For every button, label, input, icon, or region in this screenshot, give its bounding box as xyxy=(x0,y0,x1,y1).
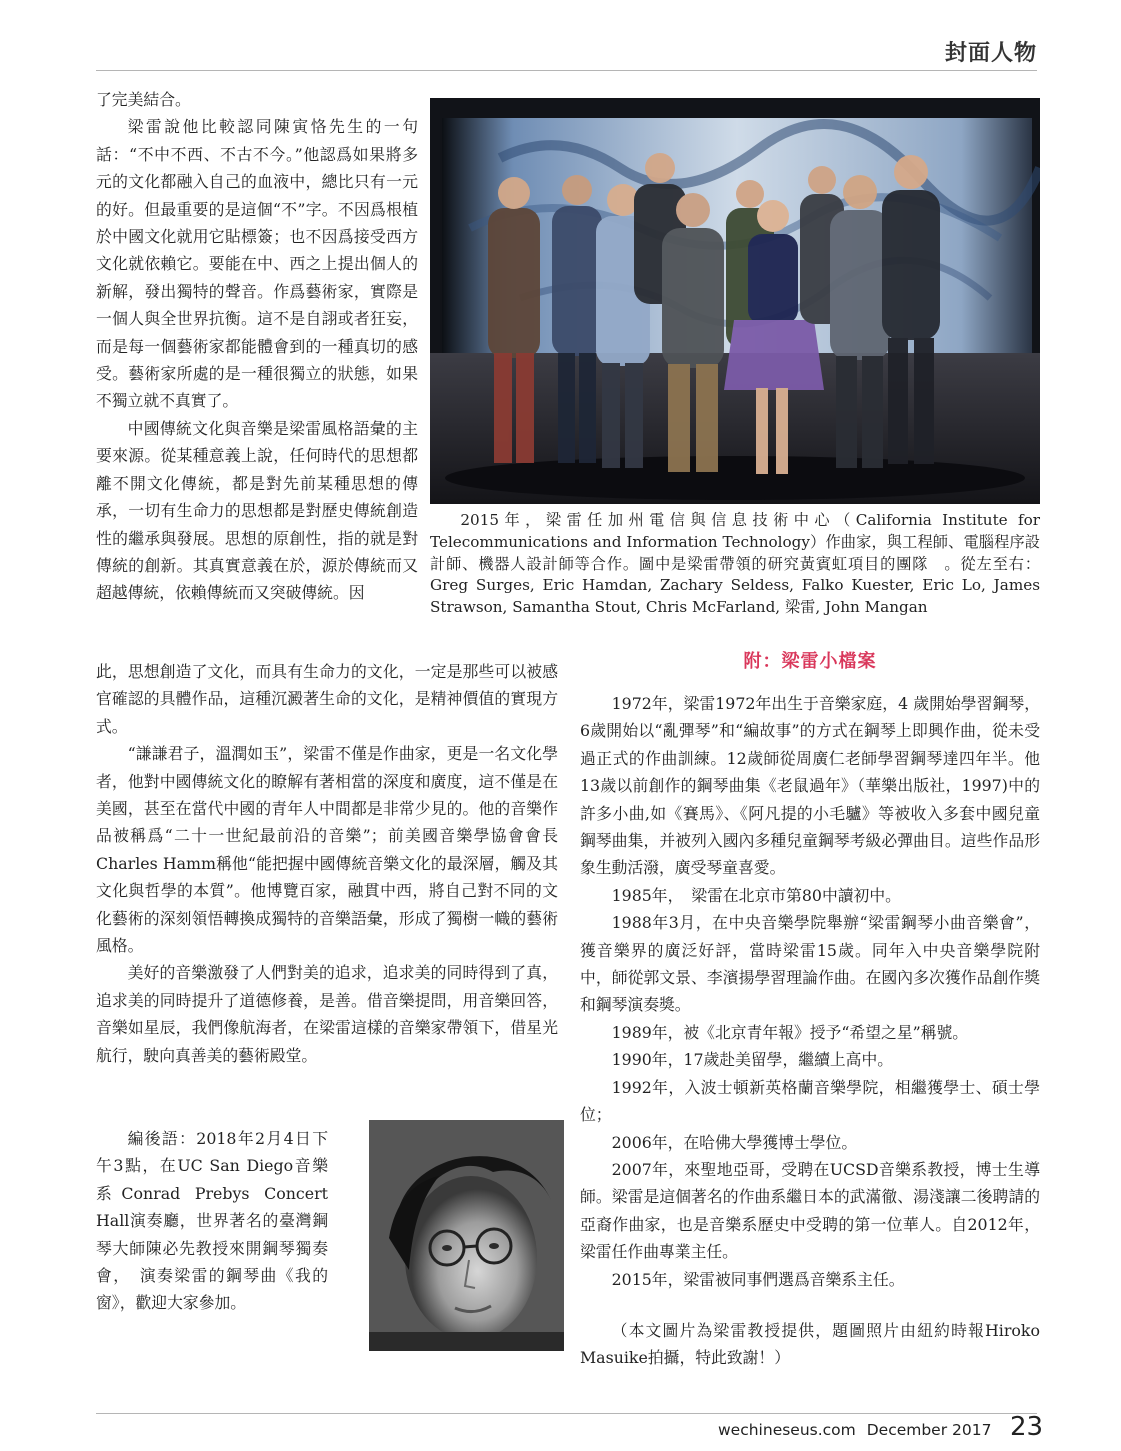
appendix-entry: 1989年，被《北京青年報》授予“希望之星”稱號。 xyxy=(611,1022,969,1042)
left-column xyxy=(96,86,418,607)
header-divider xyxy=(96,70,1037,71)
footer-website xyxy=(718,1421,991,1439)
paragraph: 梁雷說他比較認同陳寅恪先生的一句話：“不中不西、不古不今。”他認爲如果將多元的文化都融入自己的血液中，總比只有一元的好。但最重要的是這個“不”字。不因爲根植於中國文化就用它貼標簽；也不因爲接受西方文化就依賴它。要能在中、西之上提出個人的新解，發出獨特的聲音。作爲藝術家，實際是一個人與全世界抗衡。這不是自詡或者狂妄，而是每一個藝術家都能體會到的一種真切的感受。藝術家所處的是一種很獨立的狀態，如果不獨立就不真實了。 xyxy=(96,117,418,411)
appendix-entries xyxy=(580,690,1040,1372)
appendix-entry: 1972年，梁雷1972年出生于音樂家庭，4 歲開始學習鋼琴，6歲開始以“亂彈琴”和“編故事”的方式在鋼琴上即興作曲，從未受過正式的作曲訓練。12歲師從周廣仁老師學習鋼琴達四年半。他13歲以前創作的鋼琴曲集《老鼠過年》（華樂出版社，1997)中的許多小曲,如《賽馬》、《阿凡提的小毛驢》等被收入多套中國兒童鋼琴曲集，并被列入國內多種兒童鋼琴考級必彈曲目。這些作品形象生動活潑，廣受琴童喜愛。 xyxy=(580,694,1040,878)
appendix-entry: 1985年， 梁雷在北京市第80中讀初中。 xyxy=(611,885,901,905)
page-number: 23 xyxy=(1010,1412,1044,1442)
paragraph: 美好的音樂激發了人們對美的追求，追求美的同時得到了真，追求美的同時提升了道德修養，是善。借音樂提問，用音樂回答，音樂如星辰，我們像航海者，在梁雷這樣的音樂家帶領下，借星光航行，駛向真善美的藝術殿堂。 xyxy=(96,963,558,1065)
site-url: wechineseus.com xyxy=(718,1421,856,1439)
editor-note: 編後語：2018年2月4日下午3點，在UC San Diego音樂系Conrad Prebys Concert Hall演奏廳，世界著名的臺灣鋼琴大師陳必先教授來開鋼琴獨奏會， 演奏梁雷的鋼琴曲《我的窗》，歡迎大家參加。 xyxy=(96,1129,328,1313)
wide-text-block xyxy=(96,658,558,1069)
appendix-entry: 2006年，在哈佛大學獲博士學位。 xyxy=(611,1132,858,1152)
footer-divider xyxy=(96,1413,1037,1414)
appendix-entry: 2007年，來聖地亞哥，受聘在UCSD音樂系教授，博士生導師。梁雷是這個著名的作曲系繼日本的武滿徹、湯淺讓二後聘請的亞裔作曲家，也是音樂系歷史中受聘的第一位華人。自2012年，梁雷任作曲專業主任。 xyxy=(580,1159,1040,1262)
appendix-entry: 2015年，梁雷被同事們選爲音樂系主任。 xyxy=(611,1269,905,1289)
team-photo xyxy=(430,98,1040,504)
photo-caption: 2015年，梁雷任加州電信與信息技術中心（California Institute for Telecommunications and Information Technology）作曲家，與工程師、電腦程序設計師、機器人設計師等合作。圖中是梁雷帶領的研究黃賓虹項目的團隊 。從左至右：Greg Surges, Eric Hamdan, Zachary Seldess, Falko Kuester, Eric Lo, James Strawson, Samantha Stout, Chris McFarland, 梁雷, John Mangan xyxy=(430,511,1040,617)
paragraph: 中國傳統文化與音樂是梁雷風格語彙的主要來源。從某種意義上說，任何時代的思想都離不開文化傳統，都是對先前某種思想的傳承，一切有生命力的思想都是對歷史傳統創造性的繼承與發展。思想的原創性，指的就是對傳統的創新。其真實意義在於，源於傳統而又超越傳統，依賴傳統而又突破傳統。因 xyxy=(96,418,418,603)
portrait-photo xyxy=(369,1120,564,1351)
paragraph: 此，思想創造了文化，而具有生命力的文化，一定是那些可以被感官確認的具體作品，這種沉澱著生命的文化，是精神價值的實現方式。 xyxy=(96,662,558,736)
issue-date: December 2017 xyxy=(866,1421,992,1439)
appendix-title: 附：梁雷小檔案 xyxy=(743,651,877,672)
photo-credit: （本文圖片為梁雷教授提供，題圖照片由紐約時報Hiroko Masuike拍攝，特此致謝！） xyxy=(580,1320,1040,1368)
appendix-entry: 1990年，17歲赴美留學，繼續上高中。 xyxy=(611,1050,894,1070)
appendix-entry: 1988年3月，在中央音樂學院舉辦“梁雷鋼琴小曲音樂會”，獲音樂界的廣泛好評，當時梁雷15歲。同年入中央音樂學院附中，師從郭文景、李濱揚學習理論作曲。在國內多次獲作品創作獎和鋼琴演奏獎。 xyxy=(580,913,1040,1015)
section-title: 封面人物 xyxy=(944,41,1037,66)
paragraph: “謙謙君子，溫潤如玉”，梁雷不僅是作曲家，更是一名文化學者，他對中國傳統文化的瞭解有著相當的深度和廣度，這不僅是在美國，甚至在當代中國的青年人中間都是非常少見的。他的音樂作品被稱爲“二十一世紀最前沿的音樂”；前美國音樂學協會會長Charles Hamm稱他“能把握中國傳統音樂文化的最深層，觸及其文化與哲學的本質”。他博覽百家，融貫中西，將自己對不同的文化藝術的深刻領悟轉換成獨特的音樂語彙，形成了獨樹一幟的藝術風格。 xyxy=(96,744,558,956)
paragraph: 了完美結合。 xyxy=(96,90,191,109)
appendix-entry: 1992年，入波士頓新英格蘭音樂學院，相繼獲學士、碩士學位； xyxy=(580,1077,1040,1125)
